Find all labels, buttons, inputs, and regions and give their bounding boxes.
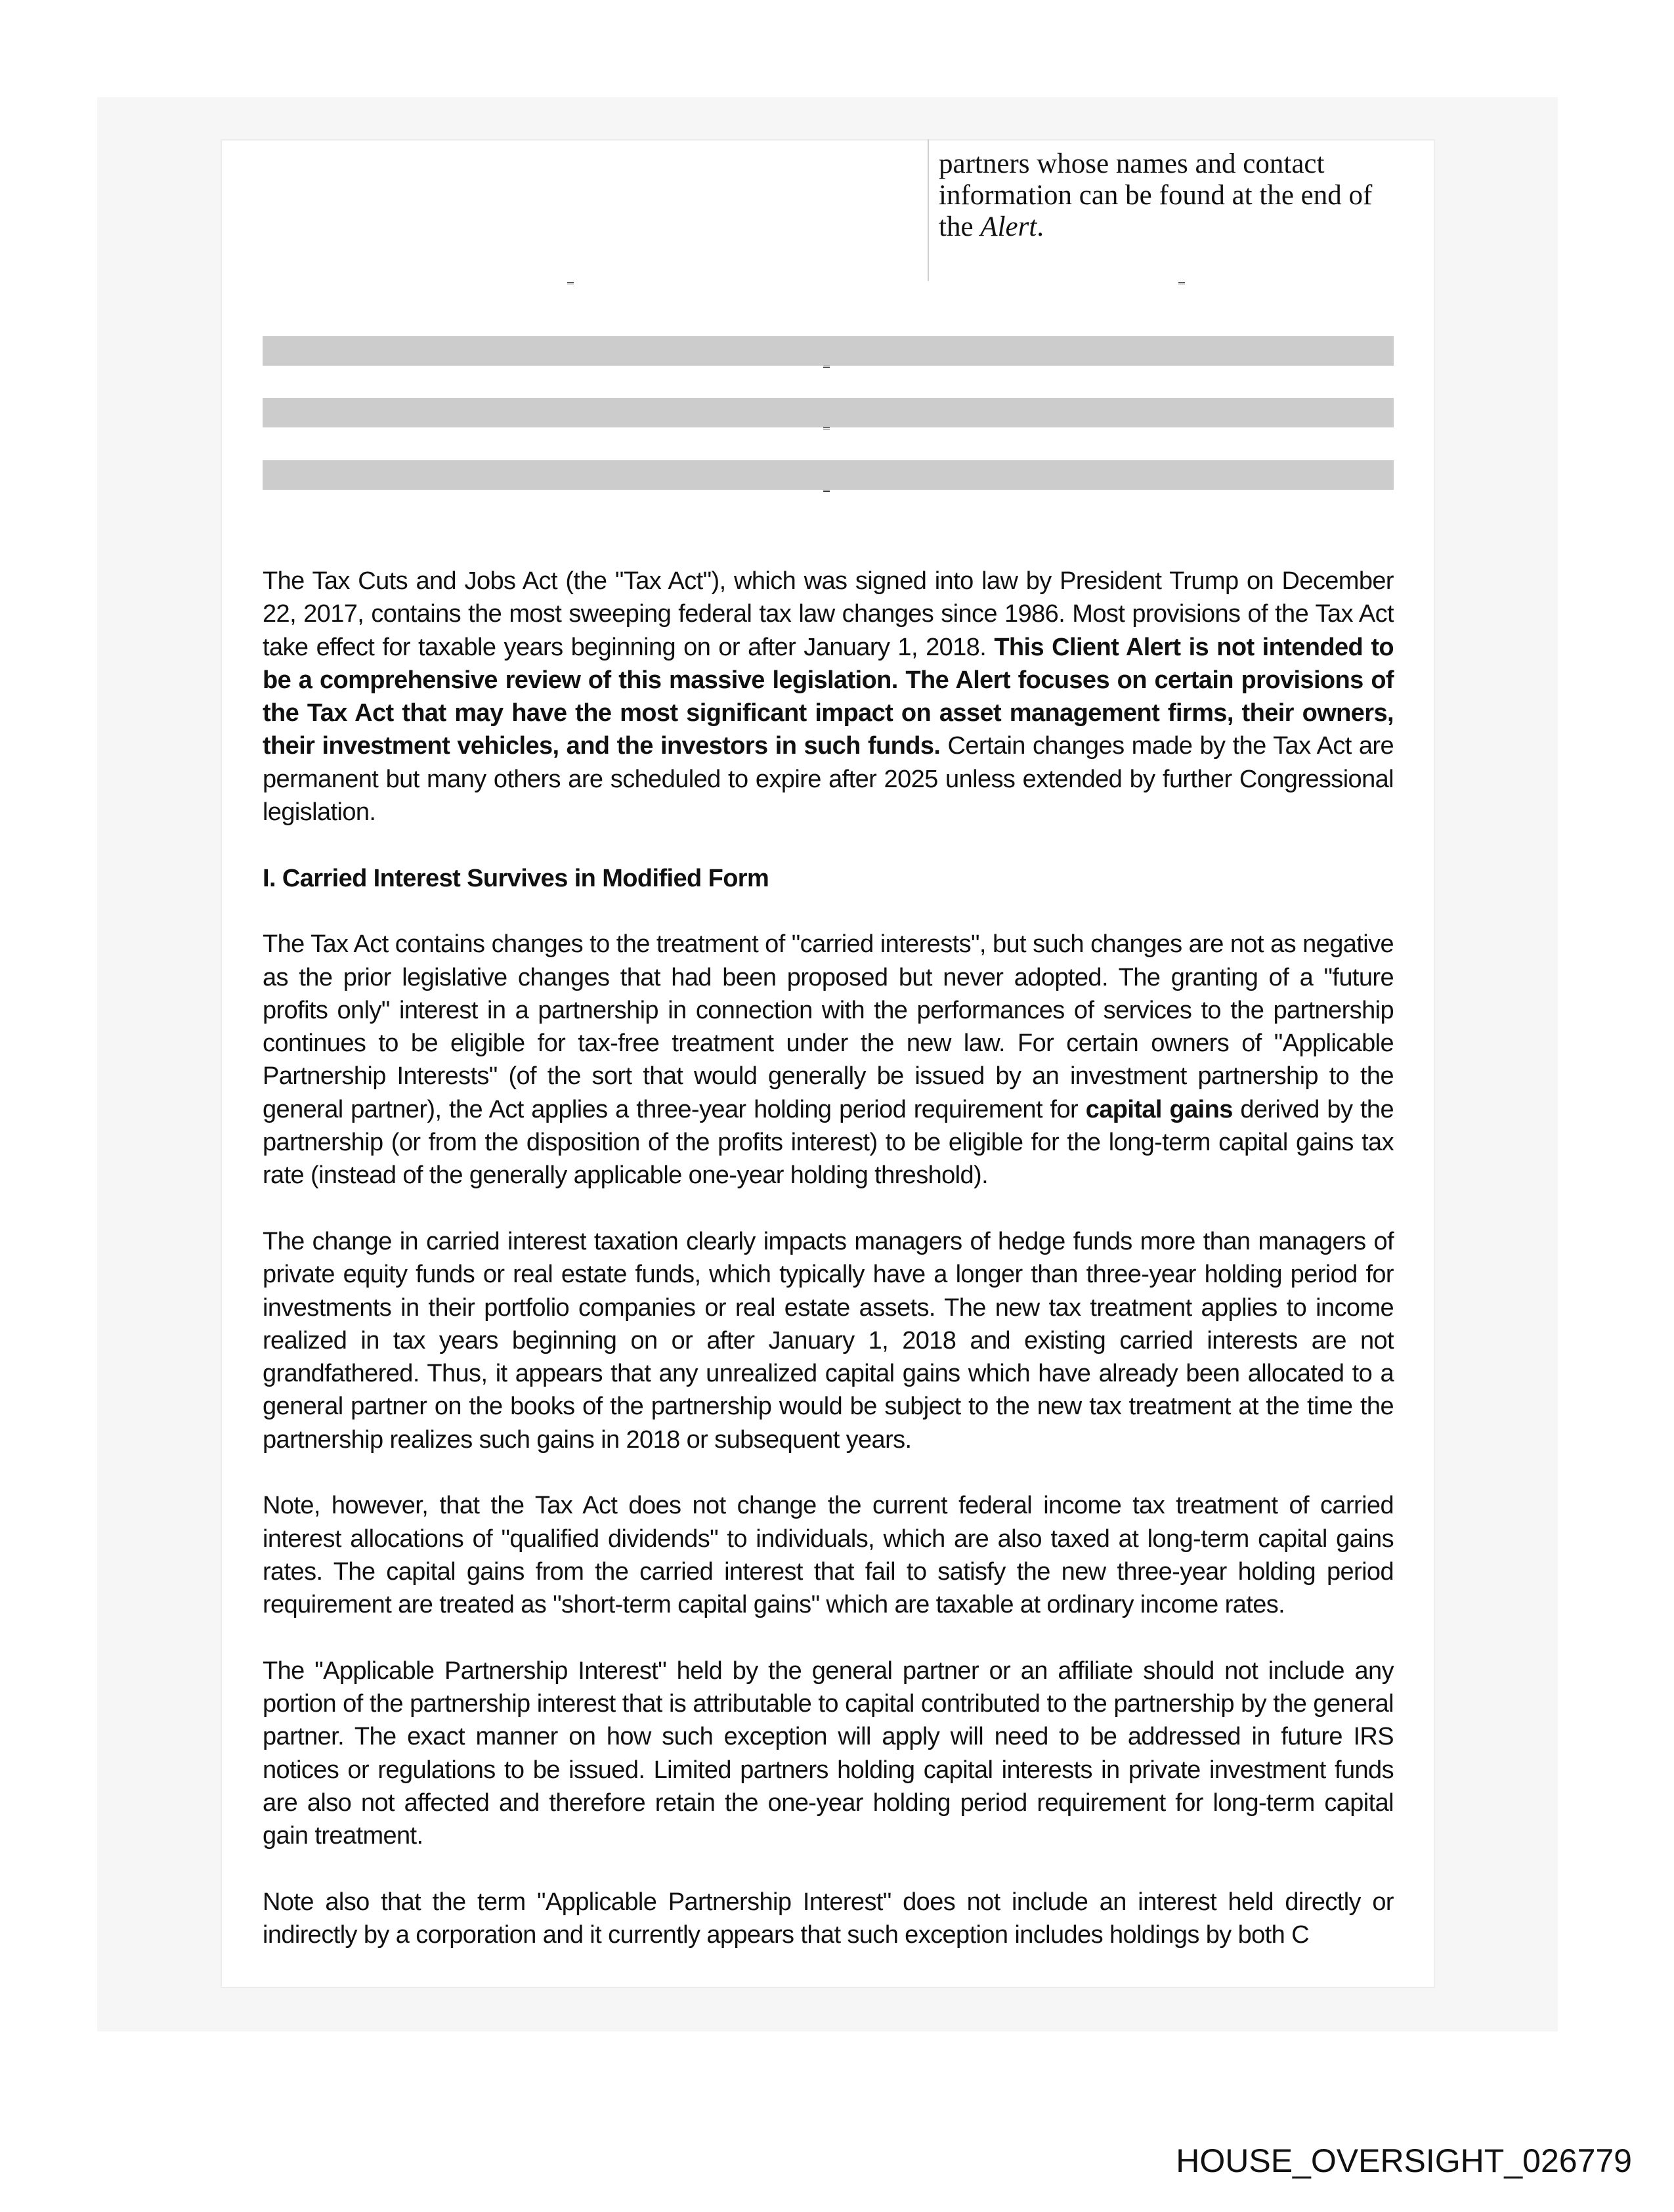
placeholder-mark	[1178, 282, 1185, 284]
placeholder-mark	[823, 366, 830, 368]
paragraph-text: The Tax Act contains changes to the treatment of "carried interests", but such changes are not as negative as the prior legislative changes that had been proposed but never adopted. The granting of a "future profits only" interest in a partnership in connection with the performances of services to the partnership continues to be eligible for tax-free treatment under the new law. For certain owners of "Applicable Partnership Interests" (of the sort that would generally be issued by an investment partnership to the general partner), the Act applies a three-year holding period requirement for	[263, 930, 1394, 1123]
redaction-bar	[263, 398, 1394, 427]
paragraph: The "Applicable Partnership Interest" held by the general partner or an affiliate should not include any portion of the partnership interest that is attributable to capital contributed to the partnership by the general partner. The exact manner on how such exception will apply will need to be addressed in future IRS notices or regulations to be issued. Limited partners holding capital interests in private investment funds are also not affected and therefore retain the one-year holding period requirement for long-term capital gain treatment.	[263, 1657, 1394, 1850]
header-note-text: partners whose names and contact information can be found at the end of the	[939, 148, 1373, 242]
intro-paragraph	[263, 565, 1394, 829]
paragraph: Note, however, that the Tax Act does not change the current federal income tax treatment of carried interest allocations of "qualified dividends" to individuals, which are also taxed at long-term capital gains rates. The capital gains from the carried interest that fail to satisfy the new three-year holding period requirement are treated as "short-term capital gains" which are taxable at ordinary income rates.	[263, 1492, 1394, 1619]
intro-text-end: Certain changes made by the Tax Act are permanent but many others are scheduled to expire after 2025 unless extended by further Congressional legislation.	[263, 732, 1394, 827]
header-note	[939, 148, 1411, 243]
paragraph: Note also that the term "Applicable Partnership Interest" does not include an interest held directly or indirectly by a corporation and it currently appears that such exception includes holdings by both C	[263, 1888, 1394, 1949]
placeholder-mark	[567, 282, 574, 284]
placeholder-mark	[823, 490, 830, 492]
bates-number: HOUSE_OVERSIGHT_026779	[1176, 2142, 1632, 2179]
header-note-end: .	[1037, 211, 1044, 242]
paragraph	[263, 928, 1394, 1192]
paragraph-text: derived by the partnership (or from the disposition of the profits interest) to be eligible for the long-term capital gains tax rate (instead of the generally applicable one-year holding threshold).	[263, 1095, 1394, 1190]
header-note-italic: Alert	[980, 211, 1037, 242]
redaction-bar	[263, 336, 1394, 366]
paragraph-bold-text: capital gains	[1085, 1095, 1233, 1123]
paragraph: The change in carried interest taxation clearly impacts managers of hedge funds more than managers of private equity funds or real estate funds, which typically have a longer than three-year holding period for investments in their portfolio companies or real estate assets. The new tax treatment applies to income realized in tax years beginning on or after January 1, 2018 and existing carried interests are not grandfathered. Thus, it appears that any unrealized capital gains which have already been allocated to a general partner on the books of the partnership would be subject to the new tax treatment at the time the partnership realizes such gains in 2018 or subsequent years.	[263, 1227, 1394, 1454]
redaction-bar	[263, 460, 1394, 490]
section-heading: I. Carried Interest Survives in Modified Form	[263, 864, 769, 892]
intro-bold-text: This Client Alert is not intended to be a comprehensive review of this massive legislation. The Alert focuses on certain provisions of the Tax Act that may have the most significant impact on asset management firms, their owners, their investment vehicles, and the investors in such funds.	[263, 633, 1394, 760]
document-body	[263, 565, 1394, 1985]
intro-text: The Tax Cuts and Jobs Act (the "Tax Act"), which was signed into law by President Trump on December 22, 2017, contains the most sweeping federal tax law changes since 1986. Most provisions of the Tax Act take effect for taxable years beginning on or after January 1, 2018.	[263, 567, 1394, 661]
placeholder-mark	[823, 427, 830, 429]
column-divider	[928, 139, 929, 281]
